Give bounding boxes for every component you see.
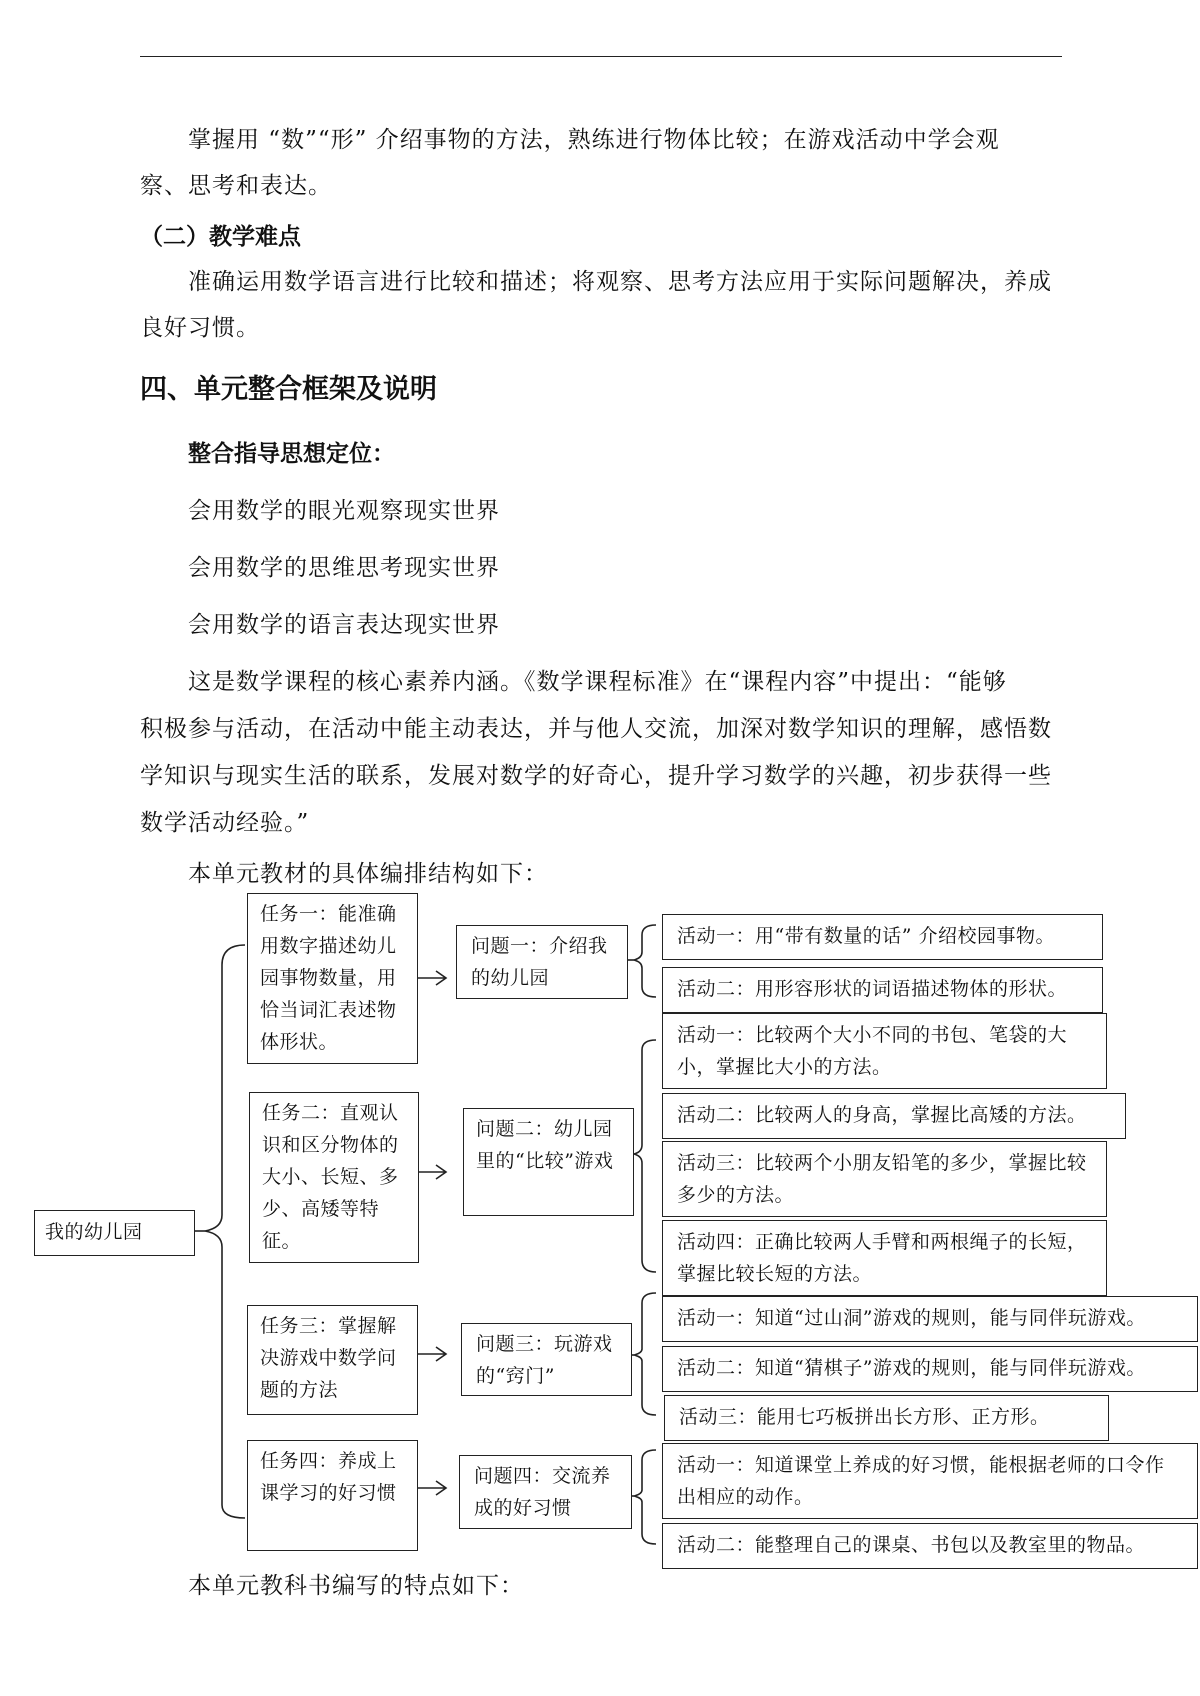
structure-intro: 本单元教材的具体编排结构如下： (188, 861, 548, 887)
task-box: 任务二：直观认识和区分物体的大小、长短、多少、高矮等特征。 (249, 1092, 419, 1263)
activity-box: 活动二：用形容形状的词语描述物体的形状。 (662, 967, 1103, 1013)
activity-box: 活动二：比较两人的身高，掌握比高矮的方法。 (662, 1093, 1126, 1139)
brace-q4 (634, 1450, 656, 1544)
guide-point: 会用数学的思维思考现实世界 (188, 555, 500, 581)
guide-point: 会用数学的语言表达现实世界 (188, 612, 500, 638)
arrow-task4 (418, 1481, 446, 1495)
arrow-task3 (418, 1347, 446, 1361)
arrow-task1 (418, 971, 446, 985)
difficulty-line-1: 准确运用数学语言进行比较和描述；将观察、思考方法应用于实际问题解决，养成 (188, 269, 1052, 295)
activity-box: 活动二：知道“猜棋子”游戏的规则，能与同伴玩游戏。 (662, 1346, 1198, 1392)
difficulty-heading: （二）教学难点 (140, 224, 301, 250)
activity-box: 活动一：用“带有数量的话” 介绍校园事物。 (662, 914, 1103, 960)
task-box: 任务四：养成上课学习的好习惯 (247, 1440, 418, 1551)
intro-line-2: 察、思考和表达。 (140, 173, 332, 199)
activity-box: 活动四：正确比较两人手臂和两根绳子的长短，掌握比较长短的方法。 (662, 1220, 1107, 1296)
question-box: 问题三：玩游戏的“窍门” (461, 1323, 632, 1396)
guide-point: 会用数学的眼光观察现实世界 (188, 498, 500, 524)
brace-q2 (634, 1040, 656, 1272)
section-heading: 四、单元整合框架及说明 (140, 374, 437, 405)
activity-box: 活动一：知道“过山洞”游戏的规则，能与同伴玩游戏。 (662, 1296, 1198, 1342)
activity-box: 活动二：能整理自己的课桌、书包以及教室里的物品。 (662, 1523, 1198, 1569)
brace-q3 (634, 1293, 656, 1415)
question-box: 问题一：介绍我的幼儿园 (456, 925, 628, 999)
header-rule (140, 56, 1062, 57)
quote-line: 学知识与现实生活的联系，发展对数学的好奇心，提升学习数学的兴趣，初步获得一些 (140, 763, 1052, 789)
task-box: 任务一：能准确用数字描述幼儿园事物数量，用恰当词汇表述物体形状。 (247, 893, 418, 1064)
brace-q1 (634, 925, 656, 997)
root-brace (205, 945, 245, 1518)
features-intro: 本单元教科书编写的特点如下： (188, 1573, 524, 1599)
intro-line-1: 掌握用 “数”“形” 介绍事物的方法，熟练进行物体比较；在游戏活动中学会观 (188, 127, 1000, 153)
question-box: 问题四：交流养成的好习惯 (459, 1455, 632, 1529)
task-box: 任务三：掌握解决游戏中数学问题的方法 (247, 1305, 418, 1415)
question-box: 问题二：幼儿园里的“比较”游戏 (463, 1108, 634, 1216)
arrow-task2 (418, 1165, 446, 1179)
activity-box: 活动三：比较两个小朋友铅笔的多少，掌握比较多少的方法。 (662, 1141, 1107, 1217)
activity-box: 活动一：比较两个大小不同的书包、笔袋的大小，掌握比大小的方法。 (662, 1013, 1107, 1089)
guide-subheading: 整合指导思想定位： (188, 441, 395, 467)
activity-box: 活动一：知道课堂上养成的好习惯，能根据老师的口令作出相应的动作。 (662, 1443, 1198, 1519)
quote-line: 积极参与活动，在活动中能主动表达，并与他人交流，加深对数学知识的理解，感悟数 (140, 716, 1052, 742)
diagram-root: 我的幼儿园 (34, 1210, 195, 1256)
difficulty-line-2: 良好习惯。 (140, 315, 260, 341)
activity-box: 活动三：能用七巧板拼出长方形、正方形。 (664, 1395, 1109, 1441)
quote-line: 数学活动经验。” (140, 810, 310, 836)
quote-line: 这是数学课程的核心素养内涵。《数学课程标准》在“课程内容”中提出：“能够 (188, 669, 1007, 695)
